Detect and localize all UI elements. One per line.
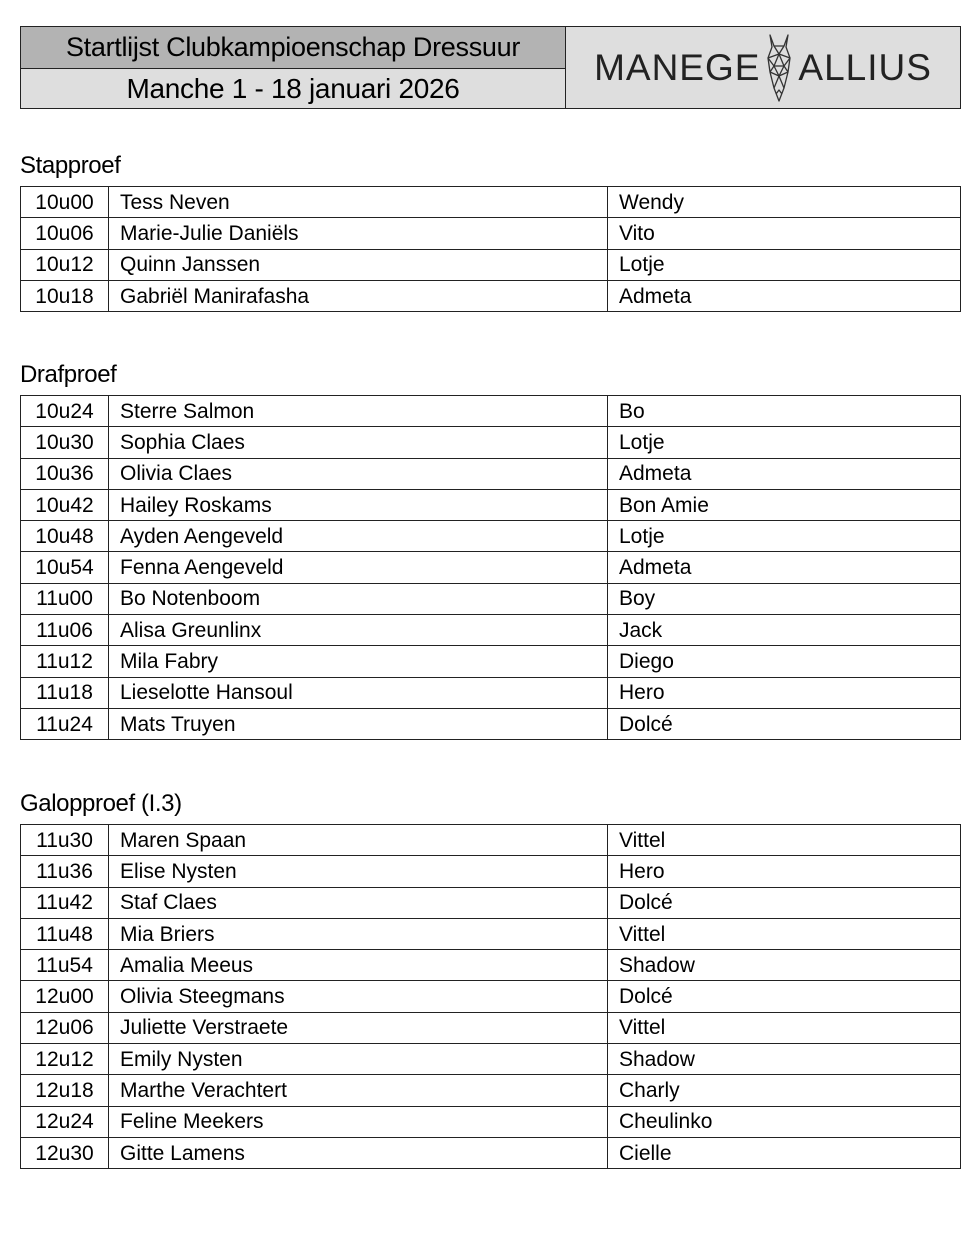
rider-name: Fenna Aengeveld: [109, 552, 608, 583]
table-row: [21, 1137, 961, 1168]
horse-name: Hero: [608, 856, 961, 887]
horse-name: Admeta: [608, 458, 961, 489]
horse-name: Lotje: [608, 249, 961, 280]
start-time: 12u00: [21, 981, 109, 1012]
rider-name: Sterre Salmon: [109, 396, 608, 427]
logo-text-left: MANEGE: [594, 46, 761, 88]
horse-name: Admeta: [608, 280, 961, 311]
table-row: [21, 708, 961, 739]
rider-name: Mila Fabry: [109, 646, 608, 677]
rider-name: Alisa Greunlinx: [109, 615, 608, 646]
rider-name: Hailey Roskams: [109, 489, 608, 520]
rider-name: Lieselotte Hansoul: [109, 677, 608, 708]
rider-name: Sophia Claes: [109, 427, 608, 458]
logo-text-right: ALLIUS: [798, 46, 932, 88]
table-row: [21, 1012, 961, 1043]
table-row: [21, 918, 961, 949]
horse-name: Vito: [608, 218, 961, 249]
start-table-stapproef: [20, 186, 961, 312]
table-row: [21, 856, 961, 887]
rider-name: Juliette Verstraete: [109, 1012, 608, 1043]
horse-name: Dolcé: [608, 708, 961, 739]
start-time: 10u18: [21, 280, 109, 311]
document-title: Startlijst Clubkampioenschap Dressuur: [21, 27, 565, 69]
start-time: 10u30: [21, 427, 109, 458]
table-row: [21, 552, 961, 583]
table-row: [21, 521, 961, 552]
horse-name: Shadow: [608, 950, 961, 981]
table-row: [21, 1075, 961, 1106]
horse-head-icon: [762, 32, 796, 104]
horse-name: Cielle: [608, 1137, 961, 1168]
horse-name: Bo: [608, 396, 961, 427]
horse-name: Lotje: [608, 521, 961, 552]
rider-name: Tess Neven: [109, 187, 608, 218]
rider-name: Marthe Verachtert: [109, 1075, 608, 1106]
start-time: 11u36: [21, 856, 109, 887]
table-row: [21, 950, 961, 981]
manege-allius-logo: [594, 32, 932, 104]
horse-name: Dolcé: [608, 887, 961, 918]
table-row: [21, 615, 961, 646]
horse-name: Vittel: [608, 1012, 961, 1043]
start-time: 12u06: [21, 1012, 109, 1043]
start-time: 10u42: [21, 489, 109, 520]
start-time: 10u48: [21, 521, 109, 552]
start-time: 11u06: [21, 615, 109, 646]
horse-name: Lotje: [608, 427, 961, 458]
start-time: 10u12: [21, 249, 109, 280]
table-row: [21, 280, 961, 311]
table-row: [21, 187, 961, 218]
start-table-drafproef: [20, 395, 961, 740]
table-row: [21, 1044, 961, 1075]
rider-name: Gitte Lamens: [109, 1137, 608, 1168]
start-time: 12u18: [21, 1075, 109, 1106]
start-time: 12u30: [21, 1137, 109, 1168]
start-time: 11u30: [21, 825, 109, 856]
table-row: [21, 218, 961, 249]
table-row: [21, 249, 961, 280]
start-time: 11u18: [21, 677, 109, 708]
rider-name: Maren Spaan: [109, 825, 608, 856]
rider-name: Amalia Meeus: [109, 950, 608, 981]
section-title-drafproef: Drafproef: [20, 361, 117, 388]
section-title-galopproef: Galopproef (I.3): [20, 790, 182, 817]
start-time: 10u54: [21, 552, 109, 583]
table-row: [21, 489, 961, 520]
start-time: 11u48: [21, 918, 109, 949]
start-time: 10u06: [21, 218, 109, 249]
horse-name: Shadow: [608, 1044, 961, 1075]
horse-name: Bon Amie: [608, 489, 961, 520]
horse-name: Boy: [608, 583, 961, 614]
start-time: 11u12: [21, 646, 109, 677]
rider-name: Bo Notenboom: [109, 583, 608, 614]
document-header: [20, 26, 961, 109]
horse-name: Charly: [608, 1075, 961, 1106]
start-time: 11u42: [21, 887, 109, 918]
rider-name: Gabriël Manirafasha: [109, 280, 608, 311]
horse-name: Vittel: [608, 918, 961, 949]
start-time: 12u24: [21, 1106, 109, 1137]
table-row: [21, 677, 961, 708]
horse-name: Dolcé: [608, 981, 961, 1012]
start-time: 10u00: [21, 187, 109, 218]
rider-name: Olivia Steegmans: [109, 981, 608, 1012]
section-title-stapproef: Stapproef: [20, 152, 121, 179]
horse-name: Admeta: [608, 552, 961, 583]
horse-name: Diego: [608, 646, 961, 677]
start-table-galopproef: [20, 824, 961, 1169]
header-title-block: [21, 27, 566, 108]
start-time: 11u24: [21, 708, 109, 739]
table-row: [21, 646, 961, 677]
rider-name: Mats Truyen: [109, 708, 608, 739]
rider-name: Olivia Claes: [109, 458, 608, 489]
rider-name: Marie-Julie Daniëls: [109, 218, 608, 249]
horse-name: Cheulinko: [608, 1106, 961, 1137]
table-row: [21, 427, 961, 458]
rider-name: Emily Nysten: [109, 1044, 608, 1075]
start-time: 10u36: [21, 458, 109, 489]
table-row: [21, 396, 961, 427]
document-subtitle: Manche 1 - 18 januari 2026: [21, 69, 565, 108]
rider-name: Ayden Aengeveld: [109, 521, 608, 552]
rider-name: Elise Nysten: [109, 856, 608, 887]
table-row: [21, 583, 961, 614]
start-time: 12u12: [21, 1044, 109, 1075]
horse-name: Hero: [608, 677, 961, 708]
table-row: [21, 981, 961, 1012]
horse-name: Wendy: [608, 187, 961, 218]
rider-name: Feline Meekers: [109, 1106, 608, 1137]
table-row: [21, 887, 961, 918]
rider-name: Mia Briers: [109, 918, 608, 949]
table-row: [21, 825, 961, 856]
rider-name: Staf Claes: [109, 887, 608, 918]
logo-block: [566, 27, 960, 108]
horse-name: Jack: [608, 615, 961, 646]
horse-name: Vittel: [608, 825, 961, 856]
start-time: 11u00: [21, 583, 109, 614]
start-time: 11u54: [21, 950, 109, 981]
table-row: [21, 458, 961, 489]
start-time: 10u24: [21, 396, 109, 427]
table-row: [21, 1106, 961, 1137]
rider-name: Quinn Janssen: [109, 249, 608, 280]
